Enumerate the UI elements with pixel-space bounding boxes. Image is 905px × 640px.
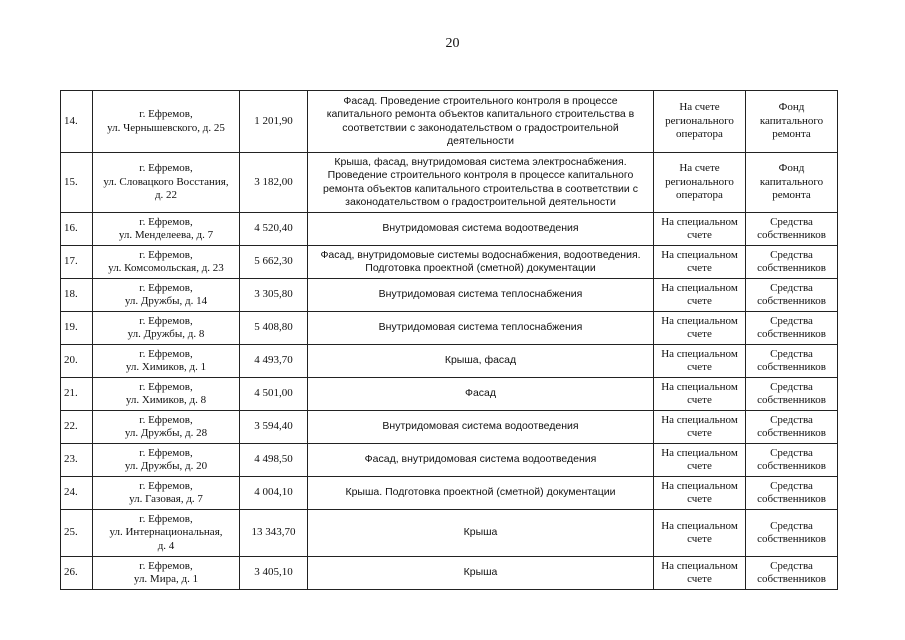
- account-cell: [654, 477, 746, 510]
- works-line: Внутридомовая система водоотведения: [382, 222, 579, 235]
- address-line: ул. Дружбы, д. 14: [124, 295, 208, 307]
- table-body: [61, 91, 838, 590]
- fund-line: Средства: [770, 314, 813, 327]
- address-line: ул. Словацкого Восстания,: [103, 175, 229, 188]
- fund-line: собственников: [757, 361, 826, 373]
- account-line: На специальном: [661, 479, 738, 492]
- area-cell: [240, 246, 308, 279]
- address-line: г. Ефремов,: [139, 162, 193, 175]
- works-cell: [308, 246, 654, 279]
- address-line: д. 4: [157, 539, 175, 552]
- area-value: 5 662,30: [254, 255, 293, 268]
- fund-cell: [746, 213, 838, 246]
- fund-line: Фонд: [778, 162, 805, 175]
- row-number: 21.: [64, 387, 78, 400]
- account-line: На счете: [679, 101, 720, 114]
- works-line: Крыша, фасад: [444, 354, 517, 367]
- address-cell: [93, 153, 240, 213]
- fund-line: собственников: [757, 262, 826, 274]
- table-row: [61, 279, 838, 312]
- fund-line: собственников: [757, 295, 826, 307]
- address-line: ул. Чернышевского, д. 25: [107, 121, 225, 134]
- address-line: ул. Комсомольская, д. 23: [108, 262, 224, 274]
- area-cell: [240, 91, 308, 153]
- fund-line: собственников: [757, 493, 826, 505]
- account-line: На специальном: [661, 248, 738, 261]
- account-line: счете: [687, 328, 712, 340]
- area-value: 3 405,10: [254, 566, 293, 579]
- row-number-cell: [61, 444, 93, 477]
- row-number-cell: [61, 345, 93, 378]
- row-number: 16.: [64, 222, 78, 235]
- table-row: [61, 246, 838, 279]
- row-number-cell: [61, 312, 93, 345]
- works-line: Фасад: [464, 387, 497, 400]
- address-line: ул. Дружбы, д. 8: [127, 328, 205, 340]
- account-cell: [654, 345, 746, 378]
- works-cell: [308, 510, 654, 557]
- address-cell: [93, 279, 240, 312]
- account-cell: [654, 153, 746, 213]
- row-number: 20.: [64, 354, 78, 367]
- works-line: Внутридомовая система теплоснабжения: [378, 321, 583, 334]
- address-cell: [93, 510, 240, 557]
- fund-line: ремонта: [772, 128, 811, 141]
- account-line: На специальном: [661, 314, 738, 327]
- address-line: г. Ефремов,: [139, 215, 193, 228]
- account-line: На специальном: [661, 519, 738, 532]
- works-cell: [308, 345, 654, 378]
- area-cell: [240, 153, 308, 213]
- fund-line: Средства: [770, 248, 813, 261]
- table-row: [61, 444, 838, 477]
- works-line: Внутридомовая система водоотведения: [382, 420, 579, 433]
- works-line: ремонта объектов капитального строительства в соответствии с: [323, 182, 638, 195]
- works-line: соответствии с законодательством о градостроительной: [342, 121, 619, 134]
- works-line: деятельности: [447, 135, 514, 147]
- account-line: На специальном: [661, 559, 738, 572]
- row-number: 26.: [64, 566, 78, 579]
- address-cell: [93, 557, 240, 590]
- works-cell: [308, 312, 654, 345]
- table-row: [61, 312, 838, 345]
- works-line: Крыша, фасад, внутридомовая система электроснабжения.: [334, 155, 627, 168]
- table-row: [61, 477, 838, 510]
- address-line: г. Ефремов,: [139, 108, 193, 120]
- account-cell: [654, 246, 746, 279]
- row-number: 17.: [64, 255, 78, 268]
- account-line: На специальном: [661, 347, 738, 360]
- account-line: счете: [687, 493, 712, 505]
- area-value: 3 305,80: [254, 288, 293, 301]
- fund-line: капитального: [759, 175, 824, 188]
- account-line: На специальном: [661, 413, 738, 426]
- table-row: [61, 153, 838, 213]
- account-line: счете: [687, 229, 712, 241]
- account-line: На специальном: [661, 215, 738, 228]
- row-number: 14.: [64, 114, 78, 127]
- works-line: Проведение строительного контроля в процессе капитального: [327, 169, 634, 181]
- fund-line: Средства: [770, 281, 813, 294]
- works-cell: [308, 557, 654, 590]
- account-line: оператора: [676, 128, 723, 141]
- address-line: г. Ефремов,: [139, 380, 193, 393]
- area-cell: [240, 378, 308, 411]
- area-value: 3 182,00: [254, 175, 293, 188]
- works-line: Крыша: [463, 566, 498, 579]
- fund-line: Средства: [770, 559, 813, 572]
- fund-line: Средства: [770, 347, 813, 360]
- account-cell: [654, 510, 746, 557]
- works-cell: [308, 91, 654, 153]
- fund-cell: [746, 345, 838, 378]
- area-value: 4 493,70: [254, 354, 293, 367]
- address-line: г. Ефремов,: [139, 413, 193, 426]
- works-line: Крыша. Подготовка проектной (сметной) документации: [345, 486, 616, 499]
- page-number: 20: [445, 36, 460, 51]
- fund-cell: [746, 444, 838, 477]
- row-number: 19.: [64, 321, 78, 334]
- row-number: 24.: [64, 486, 78, 499]
- fund-line: собственников: [757, 229, 826, 241]
- works-cell: [308, 444, 654, 477]
- fund-line: Фонд: [778, 101, 805, 114]
- address-line: ул. Интернациональная,: [109, 526, 223, 539]
- fund-line: ремонта: [772, 189, 811, 202]
- area-value: 4 498,50: [254, 453, 293, 466]
- account-line: счете: [687, 394, 712, 406]
- area-value: 4 520,40: [254, 222, 293, 235]
- table-row: [61, 510, 838, 557]
- account-line: регионального: [665, 175, 734, 188]
- account-cell: [654, 557, 746, 590]
- address-line: г. Ефремов,: [139, 347, 193, 360]
- area-cell: [240, 444, 308, 477]
- fund-cell: [746, 153, 838, 213]
- account-cell: [654, 91, 746, 153]
- address-line: ул. Мира, д. 1: [133, 573, 199, 585]
- area-value: 1 201,90: [254, 114, 293, 127]
- area-value: 5 408,80: [254, 321, 293, 334]
- account-line: счете: [687, 533, 712, 545]
- fund-line: собственников: [757, 427, 826, 439]
- area-cell: [240, 510, 308, 557]
- repair-program-table: [60, 90, 838, 590]
- account-line: счете: [687, 361, 712, 373]
- fund-line: собственников: [757, 460, 826, 472]
- fund-cell: [746, 510, 838, 557]
- area-cell: [240, 213, 308, 246]
- row-number-cell: [61, 510, 93, 557]
- area-cell: [240, 411, 308, 444]
- area-cell: [240, 279, 308, 312]
- address-cell: [93, 213, 240, 246]
- row-number: 15.: [64, 175, 78, 188]
- works-cell: [308, 411, 654, 444]
- table-row: [61, 378, 838, 411]
- row-number-cell: [61, 279, 93, 312]
- area-value: 4 501,00: [254, 387, 293, 400]
- works-line: Внутридомовая система теплоснабжения: [378, 288, 583, 301]
- works-line: Фасад, внутридомовые системы водоснабжения, водоотведения.: [320, 248, 641, 261]
- account-line: счете: [687, 427, 712, 439]
- address-line: ул. Дружбы, д. 20: [124, 460, 208, 472]
- row-number: 23.: [64, 453, 78, 466]
- works-line: капитального ремонта объектов капитального строительства в: [326, 108, 635, 120]
- fund-cell: [746, 246, 838, 279]
- fund-cell: [746, 279, 838, 312]
- row-number: 18.: [64, 288, 78, 301]
- fund-line: собственников: [757, 328, 826, 340]
- fund-cell: [746, 91, 838, 153]
- works-cell: [308, 213, 654, 246]
- table-row: [61, 213, 838, 246]
- works-cell: [308, 279, 654, 312]
- account-line: На специальном: [661, 446, 738, 459]
- area-cell: [240, 477, 308, 510]
- account-line: счете: [687, 460, 712, 472]
- address-line: ул. Химиков, д. 1: [125, 361, 207, 373]
- address-line: г. Ефремов,: [139, 281, 193, 294]
- account-line: На специальном: [661, 281, 738, 294]
- fund-line: Средства: [770, 479, 813, 492]
- account-line: счете: [687, 262, 712, 274]
- works-line: Фасад. Проведение строительного контроля в процессе: [343, 94, 618, 107]
- account-line: На счете: [679, 162, 720, 175]
- address-cell: [93, 477, 240, 510]
- fund-line: собственников: [757, 573, 826, 585]
- address-cell: [93, 246, 240, 279]
- fund-line: Средства: [770, 519, 813, 532]
- works-line: Крыша: [463, 526, 498, 539]
- account-cell: [654, 444, 746, 477]
- row-number-cell: [61, 477, 93, 510]
- row-number-cell: [61, 246, 93, 279]
- address-line: д. 22: [154, 189, 178, 202]
- address-cell: [93, 91, 240, 153]
- works-cell: [308, 477, 654, 510]
- account-line: На специальном: [661, 380, 738, 393]
- works-cell: [308, 153, 654, 213]
- table-row: [61, 91, 838, 153]
- table-row: [61, 345, 838, 378]
- area-cell: [240, 557, 308, 590]
- account-line: оператора: [676, 189, 723, 202]
- address-cell: [93, 411, 240, 444]
- account-cell: [654, 411, 746, 444]
- works-cell: [308, 378, 654, 411]
- table-row: [61, 411, 838, 444]
- fund-cell: [746, 557, 838, 590]
- area-value: 3 594,40: [254, 420, 293, 433]
- address-line: г. Ефремов,: [139, 314, 193, 327]
- row-number: 25.: [64, 526, 78, 539]
- fund-line: собственников: [757, 533, 826, 545]
- address-line: ул. Дружбы, д. 28: [124, 427, 208, 439]
- table-row: [61, 557, 838, 590]
- address-line: г. Ефремов,: [139, 479, 193, 492]
- works-line: Фасад, внутридомовая система водоотведения: [364, 453, 597, 466]
- area-cell: [240, 345, 308, 378]
- address-line: ул. Газовая, д. 7: [129, 493, 203, 505]
- address-cell: [93, 312, 240, 345]
- address-cell: [93, 378, 240, 411]
- address-cell: [93, 444, 240, 477]
- row-number-cell: [61, 213, 93, 246]
- row-number-cell: [61, 378, 93, 411]
- address-line: г. Ефремов,: [139, 446, 193, 459]
- fund-line: Средства: [770, 446, 813, 459]
- account-cell: [654, 279, 746, 312]
- area-value: 13 343,70: [251, 526, 296, 539]
- fund-cell: [746, 477, 838, 510]
- address-line: г. Ефремов,: [139, 248, 193, 261]
- account-line: счете: [687, 295, 712, 307]
- fund-line: Средства: [770, 215, 813, 228]
- row-number: 22.: [64, 420, 78, 433]
- row-number-cell: [61, 91, 93, 153]
- address-line: ул. Химиков, д. 8: [125, 394, 207, 406]
- account-cell: [654, 312, 746, 345]
- address-line: г. Ефремов,: [139, 512, 193, 525]
- address-line: г. Ефремов,: [139, 559, 193, 572]
- fund-cell: [746, 411, 838, 444]
- address-cell: [93, 345, 240, 378]
- row-number-cell: [61, 411, 93, 444]
- area-value: 4 004,10: [254, 486, 293, 499]
- row-number-cell: [61, 557, 93, 590]
- fund-line: Средства: [770, 413, 813, 426]
- account-line: счете: [687, 573, 712, 585]
- row-number-cell: [61, 153, 93, 213]
- account-cell: [654, 213, 746, 246]
- fund-line: собственников: [757, 394, 826, 406]
- address-line: ул. Менделеева, д. 7: [118, 229, 214, 241]
- works-line: Подготовка проектной (сметной) документации: [365, 262, 596, 274]
- works-line: законодательством о градостроительной деятельности: [345, 196, 616, 208]
- account-cell: [654, 378, 746, 411]
- area-cell: [240, 312, 308, 345]
- fund-line: капитального: [759, 114, 824, 127]
- fund-cell: [746, 378, 838, 411]
- account-line: регионального: [665, 114, 734, 127]
- fund-cell: [746, 312, 838, 345]
- fund-line: Средства: [770, 380, 813, 393]
